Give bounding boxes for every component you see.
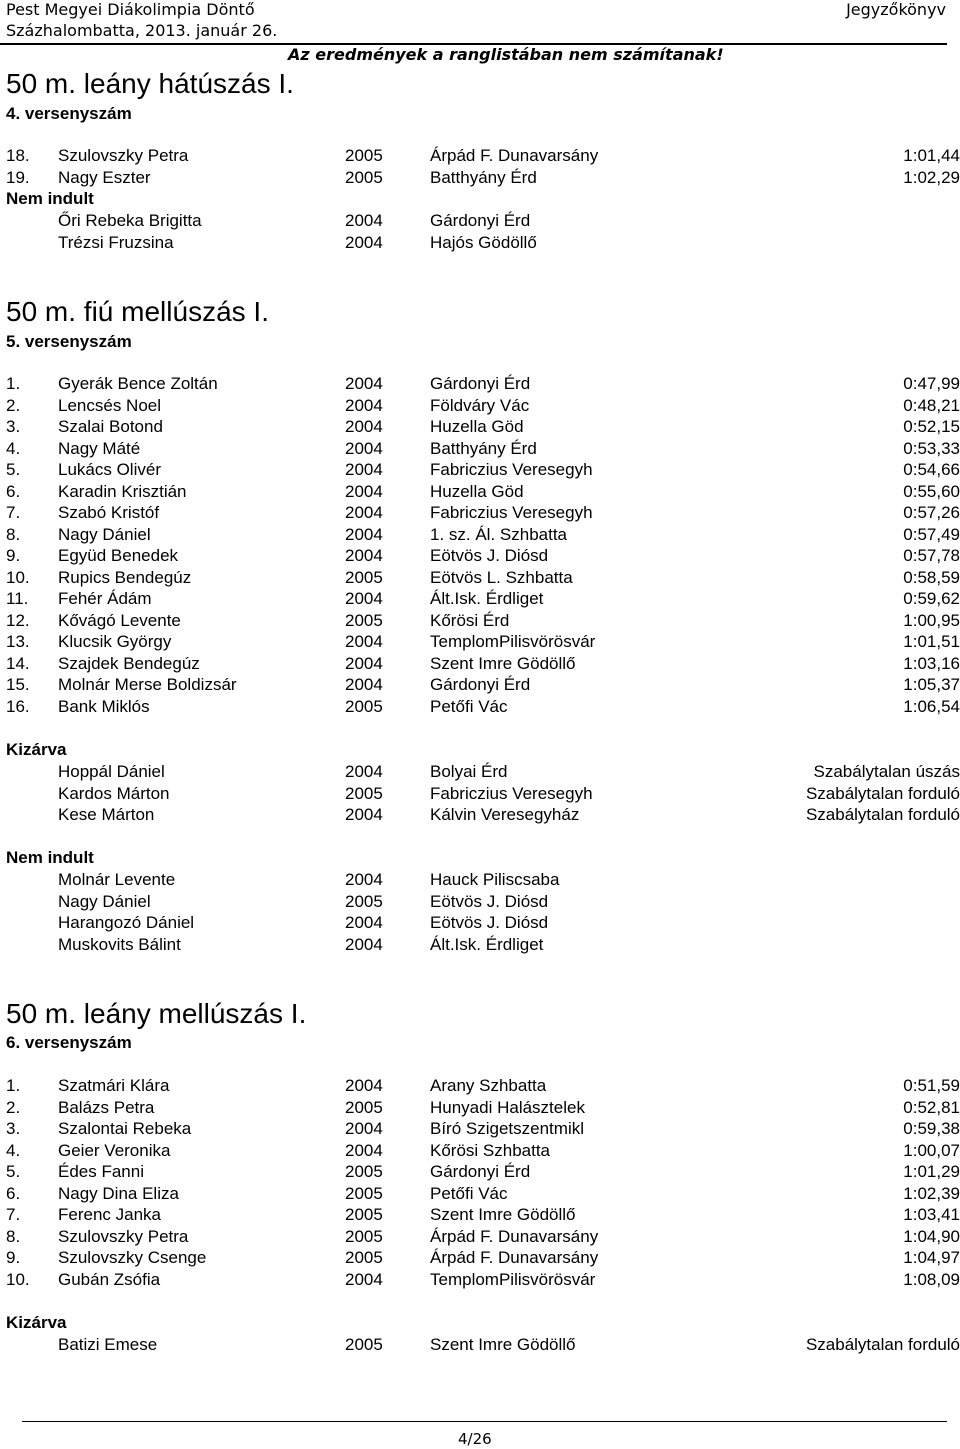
swimmer-name-cell: Muskovits Bálint [58,934,181,954]
birth-year-cell: 2005 [345,891,383,911]
result-row [0,525,960,547]
event-5-number: 5. versenyszám [6,332,132,351]
birth-year-cell: 2004 [345,417,383,436]
dq-reason-cell: Szabálytalan forduló [805,805,960,824]
event-title: Pest Megyei Diákolimpia Döntő [6,0,255,19]
time-cell: 0:51,59 [903,1076,960,1095]
dq-row [0,805,960,827]
club-cell: Hauck Piliscsaba [430,870,560,889]
swimmer-name-cell: Trézsi Fruzsina [58,232,174,252]
club-cell: Bolyai Érd [430,762,508,781]
time-cell: 1:03,16 [903,653,960,673]
dq-row [0,784,960,806]
club-cell: Kőrösi Szhbatta [430,1140,551,1160]
birth-year-cell: 2004 [345,546,383,565]
time-cell: 1:00,07 [903,1140,960,1160]
result-row [0,460,960,482]
time-cell: 1:04,90 [903,1226,960,1246]
rank-cell: 1. [6,1076,21,1095]
time-cell: 0:59,62 [903,589,960,608]
result-row [0,1184,960,1206]
birth-year-cell: 2004 [345,934,383,954]
club-cell: Gárdonyi Érd [430,1162,531,1181]
time-cell: 0:47,99 [903,374,960,393]
result-row [0,632,960,654]
result-row [0,482,960,504]
swimmer-name-cell: Ferenc Janka [58,1205,161,1224]
birth-year-cell: 2005 [345,1162,383,1181]
club-cell: TemplomPilisvörösvár [430,632,596,651]
birth-year-cell: 2005 [345,1335,383,1354]
result-row [0,1162,960,1184]
result-row [0,374,960,396]
dns-row [0,870,960,892]
birth-year-cell: 2005 [345,1183,383,1203]
birth-year-cell: 2004 [345,805,383,824]
dq-reason-cell: Szabálytalan forduló [805,1335,960,1354]
birth-year-cell: 2004 [345,481,383,501]
swimmer-name-cell: Lukács Olivér [58,460,161,479]
swimmer-name-cell: Karadin Krisztián [58,481,187,501]
time-cell: 0:57,26 [903,503,960,522]
rank-cell: 13. [6,632,30,651]
club-cell: Huzella Göd [430,481,524,501]
club-cell: TemplomPilisvörösvár [430,1269,596,1289]
birth-year-cell: 2005 [345,783,383,803]
time-cell: 1:00,95 [903,610,960,630]
rank-cell: 6. [6,481,21,501]
result-row [0,168,960,190]
page-number: 4/26 [458,1430,492,1448]
time-cell: 0:58,59 [903,567,960,587]
birth-year-cell: 2004 [345,524,383,544]
club-cell: Petőfi Vác [430,1183,508,1203]
result-row [0,675,960,697]
event-6-number: 6. versenyszám [6,1033,132,1052]
rank-cell: 2. [6,395,21,415]
club-cell: Szent Imre Gödöllő [430,653,576,673]
location-date: Százhalombatta, 2013. január 26. [6,21,278,40]
birth-year-cell: 2004 [345,232,383,252]
dns-row [0,935,960,957]
birth-year-cell: 2004 [345,762,383,781]
birth-year-cell: 2005 [345,1205,383,1224]
rank-cell: 12. [6,610,30,630]
club-cell: Árpád F. Dunavarsány [430,1248,599,1267]
result-row [0,546,960,568]
swimmer-name-cell: Gubán Zsófia [58,1269,161,1289]
rank-cell: 9. [6,546,21,565]
result-row [0,1098,960,1120]
result-row [0,396,960,418]
time-cell: 1:06,54 [903,696,960,716]
time-cell: 1:04,97 [903,1248,960,1267]
swimmer-name-cell: Szalontai Rebeka [58,1119,192,1138]
time-cell: 1:02,29 [903,167,960,187]
time-cell: 0:53,33 [903,438,960,458]
swimmer-name-cell: Klucsik György [58,632,172,651]
swimmer-name-cell: Együd Benedek [58,546,179,565]
club-cell: Ált.Isk. Érdliget [430,589,544,608]
club-cell: Gárdonyi Érd [430,374,531,393]
swimmer-name-cell: Őri Rebeka Brigitta [58,211,202,230]
club-cell: Szent Imre Gödöllő [430,1335,576,1354]
rank-cell: 4. [6,438,21,458]
document-type: Jegyzőkönyv [846,0,946,19]
rank-cell: 7. [6,1205,21,1224]
rank-cell: 14. [6,653,30,673]
club-cell: 1. sz. Ál. Szhbatta [430,524,568,544]
result-row [0,654,960,676]
swimmer-name-cell: Fehér Ádám [58,589,152,608]
time-cell: 1:01,29 [903,1162,960,1181]
time-cell: 0:55,60 [903,481,960,501]
birth-year-cell: 2004 [345,503,383,522]
dns-row [0,233,960,255]
club-cell: Földváry Vác [430,395,530,415]
club-cell: Fabriczius Veresegyh [430,783,593,803]
time-cell: 1:08,09 [903,1269,960,1289]
result-row [0,1205,960,1227]
swimmer-name-cell: Nagy Dániel [58,891,151,911]
birth-year-cell: 2005 [345,146,383,165]
event-5-title: 50 m. fiú mellúszás I. [6,296,269,327]
birth-year-cell: 2004 [345,395,383,415]
swimmer-name-cell: Kardos Márton [58,783,170,803]
birth-year-cell: 2005 [345,567,383,587]
result-row [0,417,960,439]
club-cell: Árpád F. Dunavarsány [430,146,599,165]
result-row [0,697,960,719]
result-row [0,1270,960,1292]
event-6-title: 50 m. leány mellúszás I. [6,998,307,1029]
time-cell: 1:01,51 [903,632,960,651]
event-6-dq-label: Kizárva [6,1313,67,1332]
swimmer-name-cell: Batizi Emese [58,1335,158,1354]
result-row [0,611,960,633]
rank-cell: 19. [6,167,30,187]
birth-year-cell: 2004 [345,1119,383,1138]
birth-year-cell: 2004 [345,460,383,479]
club-cell: Arany Szhbatta [430,1076,547,1095]
rank-cell: 7. [6,503,21,522]
club-cell: Árpád F. Dunavarsány [430,1226,599,1246]
swimmer-name-cell: Szalai Botond [58,417,163,436]
time-cell: 1:05,37 [903,675,960,694]
birth-year-cell: 2004 [345,675,383,694]
club-cell: Gárdonyi Érd [430,675,531,694]
event-5-dns-label: Nem indult [6,848,94,867]
rank-cell: 5. [6,1162,21,1181]
swimmer-name-cell: Lencsés Noel [58,395,162,415]
result-row [0,1227,960,1249]
club-cell: Batthyány Érd [430,438,537,458]
dns-row [0,913,960,935]
swimmer-name-cell: Édes Fanni [58,1162,144,1181]
time-cell: 0:57,49 [903,524,960,544]
event-4-number: 4. versenyszám [6,104,132,123]
rank-cell: 3. [6,1119,21,1138]
result-row [0,503,960,525]
event-5-dq-label: Kizárva [6,740,67,759]
club-cell: Kőrösi Érd [430,610,510,630]
ranking-notice: Az eredmények a ranglistában nem számítanak! [288,45,724,64]
rank-cell: 3. [6,417,21,436]
dns-row [0,892,960,914]
club-cell: Kálvin Veresegyház [430,805,580,824]
club-cell: Fabriczius Veresegyh [430,503,593,522]
birth-year-cell: 2004 [345,913,383,932]
swimmer-name-cell: Szabó Kristóf [58,503,160,522]
swimmer-name-cell: Nagy Dina Eliza [58,1183,179,1203]
birth-year-cell: 2004 [345,632,383,651]
dq-row [0,1335,960,1357]
rank-cell: 15. [6,675,30,694]
time-cell: 0:59,38 [903,1119,960,1138]
club-cell: Ált.Isk. Érdliget [430,934,544,954]
birth-year-cell: 2004 [345,653,383,673]
rank-cell: 8. [6,1226,21,1246]
birth-year-cell: 2004 [345,1140,383,1160]
club-cell: Hunyadi Halásztelek [430,1097,585,1117]
birth-year-cell: 2005 [345,1097,383,1117]
rank-cell: 1. [6,374,21,393]
time-cell: 0:57,78 [903,546,960,565]
club-cell: Gárdonyi Érd [430,211,531,230]
result-row [0,1076,960,1098]
rank-cell: 11. [6,589,29,608]
dq-reason-cell: Szabálytalan úszás [813,762,960,781]
dq-row [0,762,960,784]
result-row [0,1141,960,1163]
result-row [0,439,960,461]
swimmer-name-cell: Kese Márton [58,805,155,824]
time-cell: 0:52,81 [903,1097,960,1117]
swimmer-name-cell: Nagy Máté [58,438,141,458]
swimmer-name-cell: Szatmári Klára [58,1076,170,1095]
result-row [0,589,960,611]
birth-year-cell: 2004 [345,1269,383,1289]
club-cell: Batthyány Érd [430,167,537,187]
club-cell: Eötvös J. Diósd [430,913,549,932]
birth-year-cell: 2004 [345,870,383,889]
swimmer-name-cell: Nagy Dániel [58,524,151,544]
birth-year-cell: 2005 [345,1226,383,1246]
club-cell: Eötvös J. Diósd [430,891,549,911]
time-cell: 0:54,66 [903,460,960,479]
rank-cell: 9. [6,1248,21,1267]
swimmer-name-cell: Bank Miklós [58,696,150,716]
rank-cell: 6. [6,1183,21,1203]
event-4-dns-label: Nem indult [6,189,94,208]
swimmer-name-cell: Hoppál Dániel [58,762,165,781]
swimmer-name-cell: Szulovszky Csenge [58,1248,207,1267]
club-cell: Eötvös L. Szhbatta [430,567,573,587]
birth-year-cell: 2004 [345,211,383,230]
rank-cell: 5. [6,460,21,479]
result-row [0,1119,960,1141]
time-cell: 0:48,21 [903,395,960,415]
birth-year-cell: 2004 [345,438,383,458]
birth-year-cell: 2005 [345,167,383,187]
footer-rule [22,1421,947,1422]
club-cell: Hajós Gödöllő [430,232,537,252]
club-cell: Eötvös J. Diósd [430,546,549,565]
rank-cell: 10. [6,567,30,587]
club-cell: Fabriczius Veresegyh [430,460,593,479]
swimmer-name-cell: Rupics Bendegúz [58,567,192,587]
club-cell: Huzella Göd [430,417,524,436]
swimmer-name-cell: Gyerák Bence Zoltán [58,374,218,393]
time-cell: 1:01,44 [903,146,960,165]
swimmer-name-cell: Nagy Eszter [58,167,151,187]
dq-reason-cell: Szabálytalan forduló [805,783,960,803]
swimmer-name-cell: Szajdek Bendegúz [58,653,200,673]
swimmer-name-cell: Harangozó Dániel [58,913,195,932]
rank-cell: 16. [6,696,30,716]
birth-year-cell: 2004 [345,374,383,393]
birth-year-cell: 2005 [345,696,383,716]
swimmer-name-cell: Molnár Levente [58,870,176,889]
result-row [0,1248,960,1270]
club-cell: Szent Imre Gödöllő [430,1205,576,1224]
dns-row [0,211,960,233]
rank-cell: 18. [6,146,30,165]
club-cell: Petőfi Vác [430,696,508,716]
rank-cell: 8. [6,524,21,544]
rank-cell: 10. [6,1269,30,1289]
result-row [0,568,960,590]
result-row [0,146,960,168]
time-cell: 0:52,15 [903,417,960,436]
swimmer-name-cell: Molnár Merse Boldizsár [58,675,237,694]
birth-year-cell: 2004 [345,1076,383,1095]
swimmer-name-cell: Szulovszky Petra [58,146,189,165]
birth-year-cell: 2005 [345,1248,383,1267]
event-4-title: 50 m. leány hátúszás I. [6,68,294,99]
swimmer-name-cell: Kővágó Levente [58,610,181,630]
rank-cell: 4. [6,1140,21,1160]
time-cell: 1:02,39 [903,1183,960,1203]
swimmer-name-cell: Balázs Petra [58,1097,155,1117]
time-cell: 1:03,41 [903,1205,960,1224]
swimmer-name-cell: Szulovszky Petra [58,1226,189,1246]
birth-year-cell: 2005 [345,610,383,630]
birth-year-cell: 2004 [345,589,383,608]
rank-cell: 2. [6,1097,21,1117]
swimmer-name-cell: Geier Veronika [58,1140,171,1160]
club-cell: Bíró Szigetszentmikl [430,1119,584,1138]
